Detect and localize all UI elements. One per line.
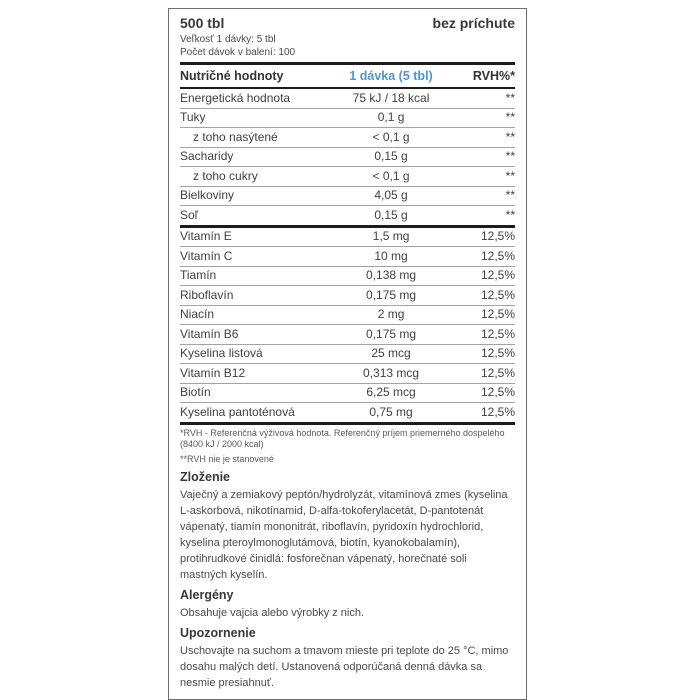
nutrient-name-cell: Vitamín C <box>180 248 233 263</box>
servings-per-package: Počet dávok v balení: 100 <box>180 47 296 58</box>
nutrient-row <box>180 147 515 167</box>
nutrient-rvh-cell: ** <box>505 110 515 124</box>
nutrient-row <box>180 247 515 267</box>
nutrient-row <box>180 167 515 187</box>
nutrient-name-cell: Kyselina pantoténová <box>180 404 295 419</box>
nutrient-value-cell: 0,175 mg <box>366 326 417 341</box>
nutrient-value-cell: 2 mg <box>377 307 405 321</box>
nutrient-row <box>180 88 515 108</box>
section-body: Obsahuje vajcia alebo výrobky z nich. <box>180 607 365 619</box>
nutrient-value-cell: 0,15 g <box>374 149 408 163</box>
nutrient-name-cell: Riboflavín <box>180 287 234 302</box>
column-header-serving: 1 dávka (5 tbl) <box>334 64 448 89</box>
nutrient-rvh-cell: ** <box>505 168 515 183</box>
nutrient-value-cell: 4,05 g <box>374 188 408 202</box>
nutrient-rvh-cell: ** <box>505 90 515 105</box>
nutrient-value-cell: 6,25 mcg <box>366 385 416 399</box>
nutrient-name-cell: Sacharidy <box>180 149 234 163</box>
nutrient-row <box>180 286 515 306</box>
nutrient-rvh-cell: ** <box>505 129 515 144</box>
nutrient-row <box>180 226 515 247</box>
nutrition-table <box>180 62 515 425</box>
nutrient-name-cell: Kyselina listová <box>180 346 263 360</box>
nutrient-name-cell: Energetická hodnota <box>180 90 291 105</box>
nutrient-row <box>180 186 515 206</box>
nutrient-name-cell: Biotín <box>180 385 211 399</box>
nutrient-rvh-cell: 12,5% <box>480 287 515 302</box>
nutrient-rvh-cell: 12,5% <box>480 346 515 360</box>
footnotes <box>180 428 515 466</box>
nutrient-name-cell: Soľ <box>180 207 199 222</box>
nutrient-rvh-cell: 12,5% <box>480 365 515 380</box>
nutrient-row <box>180 325 515 345</box>
nutrition-label <box>168 8 527 700</box>
nutrient-rvh-cell: 12,5% <box>480 307 515 321</box>
nutrient-name-cell: Niacín <box>180 307 215 321</box>
nutrient-rvh-cell: ** <box>505 207 515 222</box>
nutrient-name-cell: Tuky <box>180 110 206 124</box>
nutrient-row <box>180 383 515 403</box>
nutrient-value-cell: 0,313 mcg <box>363 365 420 380</box>
info-section <box>180 587 515 621</box>
nutrient-value-cell: 10 mg <box>374 248 408 263</box>
nutrient-row <box>180 128 515 148</box>
nutrient-value-cell: 25 mcg <box>371 346 411 360</box>
nutrient-value-cell: 0,175 mg <box>366 287 417 302</box>
label-header <box>180 15 515 31</box>
nutrient-name-cell: z toho cukry <box>193 168 258 183</box>
nutrient-value-cell: 0,75 mg <box>369 404 413 419</box>
nutrient-name-cell: z toho nasýtené <box>193 129 278 144</box>
section-body: Vaječný a zemiakový peptón/hydrolyzát, vitamínová zmes (kyselina L-askorbová, nikotínamid, D-alfa-tokoferylacetát, D-pantotenát vápenatý, tiamín mononitrát, riboflavín, pyridoxín hydrochlorid, kyselina pteroylmonoglutámová, biotín, kyanokobalamín), protihrudkové činidlá: fosforečnan vápenatý, horečnaté soli mastných kyselín. <box>180 489 508 581</box>
section-heading: Alergény <box>180 588 234 602</box>
nutrient-rvh-cell: 12,5% <box>480 385 515 399</box>
serving-size: Veľkosť 1 dávky: 5 tbl <box>180 34 276 45</box>
nutrient-rvh-cell: 12,5% <box>480 268 515 282</box>
nutrient-rvh-cell: 12,5% <box>480 229 515 243</box>
serving-info <box>180 33 515 59</box>
nutrient-name-cell: Vitamín B6 <box>180 326 239 341</box>
nutrient-row <box>180 206 515 227</box>
product-size: 500 tbl <box>180 15 225 31</box>
info-section <box>180 625 515 691</box>
section-body: Uschovajte na suchom a tmavom mieste pri teplote do 25 °C, mimo dosahu malých detí. Ustanovená odporúčaná denná dávka sa nesmie presiahnuť. <box>180 645 509 689</box>
nutrient-row <box>180 364 515 384</box>
nutrient-value-cell: 0,1 g <box>377 110 405 124</box>
nutrient-value-cell: 75 kJ / 18 kcal <box>352 90 430 105</box>
nutrient-value-cell: 1,5 mg <box>372 229 410 243</box>
footnote-rvh-not-set: **RVH nie je stanovené <box>180 453 274 464</box>
section-heading: Upozornenie <box>180 626 256 640</box>
nutrient-row <box>180 266 515 286</box>
product-flavor: bez príchute <box>432 15 515 31</box>
nutrient-value-cell: < 0,1 g <box>372 129 410 144</box>
table-header-row <box>180 64 515 89</box>
info-sections <box>180 469 515 691</box>
nutrient-rvh-cell: 12,5% <box>480 326 515 341</box>
nutrient-rvh-cell: ** <box>505 188 515 202</box>
nutrient-name-cell: Tiamín <box>180 268 217 282</box>
nutrient-row <box>180 344 515 364</box>
column-header-nutrients: Nutričné hodnoty <box>180 64 334 89</box>
section-heading: Zloženie <box>180 470 231 484</box>
footnote-rvh-definition: *RVH - Referenčná výživová hodnota. Referenčný príjem priemerného dospelého (8400 kJ / 2000 kcal) <box>180 427 505 449</box>
nutrient-row <box>180 305 515 325</box>
nutrient-name-cell: Vitamín B12 <box>180 365 246 380</box>
nutrient-value-cell: 0,15 g <box>374 207 408 222</box>
nutrient-value-cell: 0,138 mg <box>366 268 417 282</box>
nutrient-rvh-cell: 12,5% <box>480 248 515 263</box>
nutrient-row <box>180 403 515 424</box>
column-header-rvh: RVH%* <box>448 64 515 89</box>
nutrient-row <box>180 108 515 128</box>
nutrient-rvh-cell: ** <box>505 149 515 163</box>
nutrient-name-cell: Bielkoviny <box>180 188 235 202</box>
nutrient-value-cell: < 0,1 g <box>372 168 410 183</box>
nutrient-rvh-cell: 12,5% <box>480 404 515 419</box>
nutrient-name-cell: Vitamín E <box>180 229 232 243</box>
info-section <box>180 469 515 583</box>
